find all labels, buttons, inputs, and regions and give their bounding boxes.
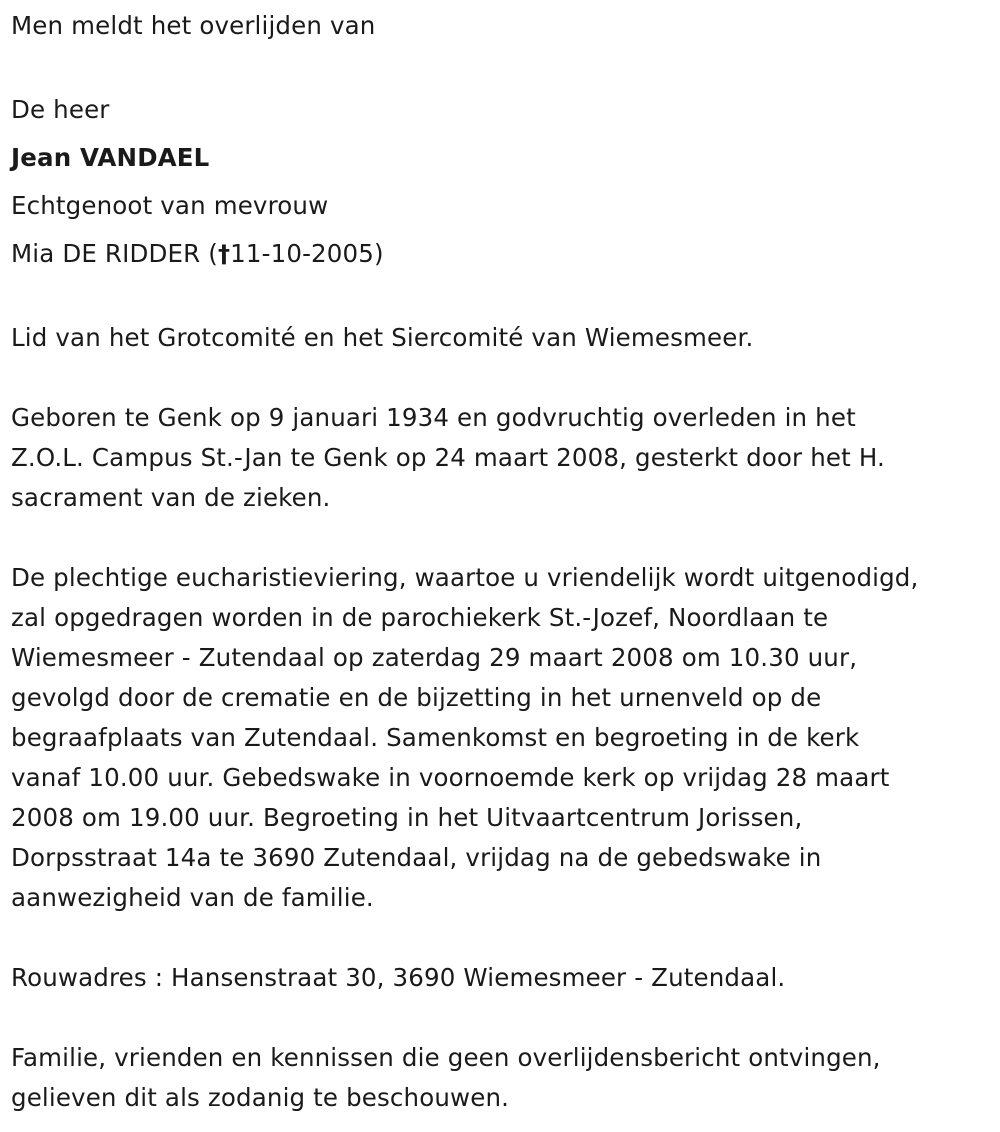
paragraph-line: De plechtige eucharistieviering, waartoe u vriendelijk wordt uitgenodigd, bbox=[11, 563, 919, 592]
spacer bbox=[11, 998, 1000, 1038]
spouse-name: Mia DE RIDDER ( bbox=[11, 239, 218, 268]
mourning-address: Rouwadres : Hansenstraat 30, 3690 Wiemesmeer - Zutendaal. bbox=[11, 963, 786, 992]
paragraph-line: vanaf 10.00 uur. Gebedswake in voornoemde kerk op vrijdag 28 maart bbox=[11, 763, 890, 792]
paragraph-line: begraafplaats van Zutendaal. Samenkomst en begroeting in de kerk bbox=[11, 723, 860, 752]
spacer bbox=[11, 278, 1000, 318]
spouse-date: 11-10-2005) bbox=[230, 239, 384, 268]
paragraph-line: Geboren te Genk op 9 januari 1934 en godvruchtig overleden in het bbox=[11, 403, 856, 432]
spacer bbox=[11, 358, 1000, 398]
cross-icon: † bbox=[217, 240, 231, 268]
paragraph-line: sacrament van de zieken. bbox=[11, 483, 331, 512]
spacer bbox=[11, 518, 1000, 558]
paragraph-line: gevolgd door de crematie en de bijzetting in het urnenveld op de bbox=[11, 683, 822, 712]
salutation: De heer bbox=[11, 95, 110, 124]
paragraph-line: 2008 om 19.00 uur. Begroeting in het Uitvaartcentrum Jorissen, bbox=[11, 803, 803, 832]
spacer bbox=[11, 46, 1000, 86]
deceased-block bbox=[11, 86, 1000, 278]
intro-text: Men meldt het overlijden van bbox=[11, 11, 376, 40]
spouse-line: Echtgenoot van mevrouw bbox=[11, 191, 329, 220]
paragraph-line: Wiemesmeer - Zutendaal op zaterdag 29 maart 2008 om 10.30 uur, bbox=[11, 643, 858, 672]
obituary-notice bbox=[0, 6, 1000, 1132]
spacer bbox=[11, 918, 1000, 958]
paragraph-line: Dorpsstraat 14a te 3690 Zutendaal, vrijdag na de gebedswake in bbox=[11, 843, 822, 872]
ceremony-paragraph bbox=[11, 558, 1000, 918]
closing-paragraph bbox=[11, 1038, 1000, 1118]
paragraph-line: Z.O.L. Campus St.-Jan te Genk op 24 maart 2008, gesterkt door het H. bbox=[11, 443, 885, 472]
paragraph-line: zal opgedragen worden in de parochiekerk St.-Jozef, Noordlaan te bbox=[11, 603, 829, 632]
deceased-name: Jean VANDAEL bbox=[11, 143, 210, 172]
birth-death-paragraph bbox=[11, 398, 1000, 518]
paragraph-line: aanwezigheid van de familie. bbox=[11, 883, 374, 912]
membership-text: Lid van het Grotcomité en het Siercomité van Wiemesmeer. bbox=[11, 323, 754, 352]
paragraph-line: gelieven dit als zodanig te beschouwen. bbox=[11, 1083, 510, 1112]
paragraph-line: Familie, vrienden en kennissen die geen overlijdensbericht ontvingen, bbox=[11, 1043, 881, 1072]
spouse-name-line bbox=[11, 230, 1000, 278]
